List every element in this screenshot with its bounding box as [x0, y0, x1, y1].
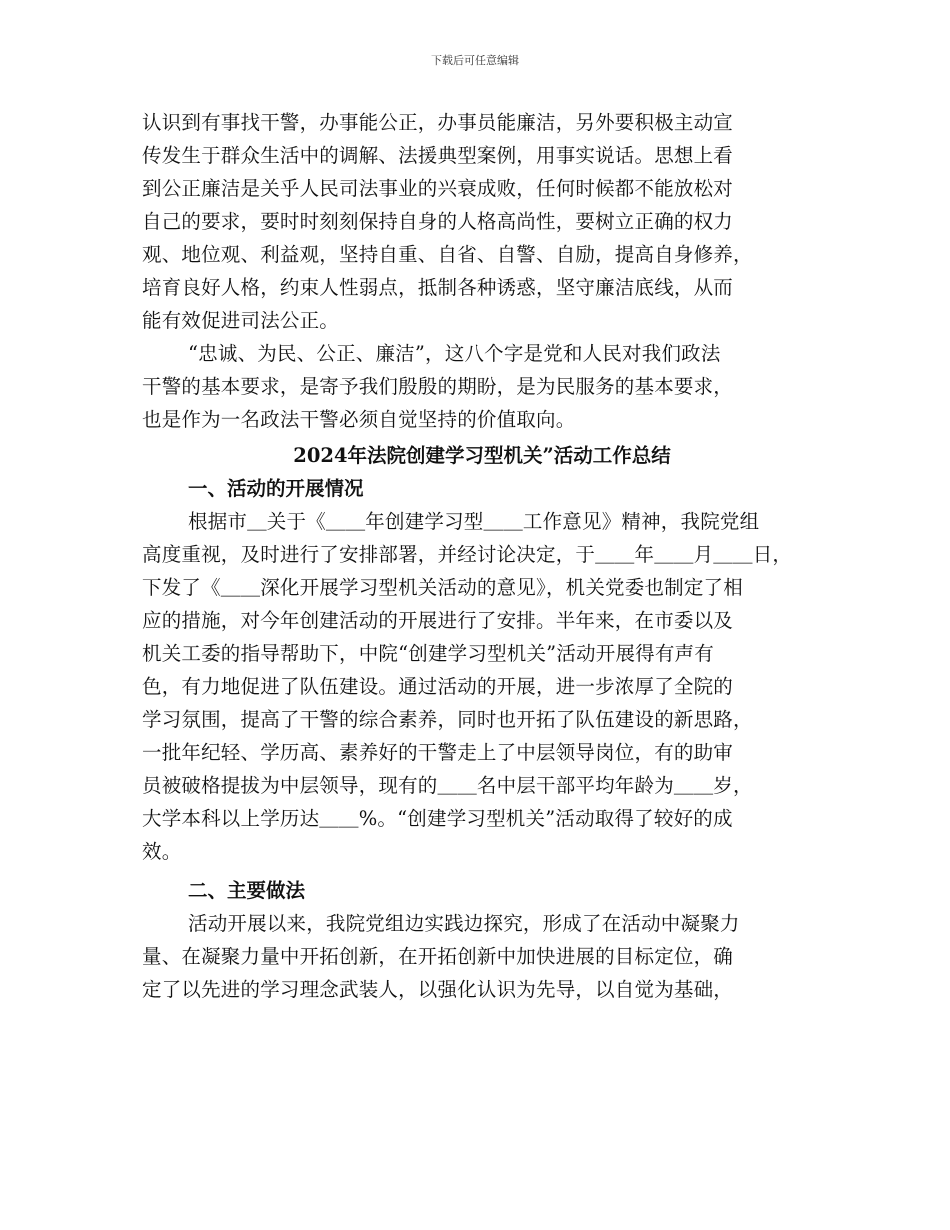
- paragraph-4: [142, 907, 822, 1006]
- text-line: 量、在凝聚力量中开拓创新，在开拓创新中加快进展的目标定位，确: [142, 945, 734, 968]
- text-line: 机关工委的指导帮助下，中院“创建学习型机关”活动开展得有声有: [142, 642, 714, 665]
- document-body: [142, 106, 822, 1006]
- text-line: 色，有力地促进了队伍建设。通过活动的开展，进一步浓厚了全院的: [142, 675, 734, 698]
- text-line: 大学本科以上学历达＿＿%。“创建学习型机关”活动取得了较好的成: [142, 807, 733, 830]
- text-line: 干警的基本要求，是寄予我们殷殷的期盼，是为民服务的基本要求，: [142, 375, 734, 398]
- text-line: 下发了《＿＿深化开展学习型机关活动的意见》，机关党委也制定了相: [142, 576, 743, 599]
- text-line: 效。: [142, 840, 182, 863]
- page-header: 下载后可任意编辑: [431, 54, 519, 67]
- text-line: 应的措施，对今年创建活动的开展进行了安排。半年来，在市委以及: [142, 609, 734, 632]
- text-line: 到公正廉洁是关乎人民司法事业的兴衰成败，任何时候都不能放松对: [142, 177, 734, 200]
- text-line: 活动开展以来，我院党组边实践边探究，形成了在活动中凝聚力: [188, 912, 740, 935]
- document-title: 2024年法院创建学习型机关”活动工作总结: [293, 444, 671, 467]
- paragraph-3: [142, 505, 822, 868]
- text-line: 定了以先进的学习理念武装人，以强化认识为先导，以自觉为基础，: [142, 978, 734, 1001]
- paragraph-1: [142, 106, 822, 337]
- text-line: 也是作为一名政法干警必须自觉坚持的价值取向。: [142, 408, 576, 431]
- text-line: 一批年纪轻、学历高、素养好的干警走上了中层领导岗位，有的助审: [142, 741, 734, 764]
- paragraph-2: [142, 337, 822, 436]
- section-heading-1: 一、活动的开展情况: [188, 477, 364, 500]
- text-line: 高度重视，及时进行了安排部署，并经讨论决定，于＿＿年＿＿月＿＿日，: [142, 543, 793, 566]
- text-line: “忠诚、为民、公正、廉洁”，这八个字是党和人民对我们政法: [188, 342, 721, 365]
- section-heading-2: 二、主要做法: [188, 879, 306, 902]
- text-line: 培育良好人格，约束人性弱点，抵制各种诱惑，坚守廉洁底线，从而: [142, 276, 734, 299]
- text-line: 传发生于群众生活中的调解、法援典型案例，用事实说话。思想上看: [142, 144, 734, 167]
- text-line: 根据市＿关于《＿＿年创建学习型＿＿工作意见》精神，我院党组: [188, 510, 760, 533]
- text-line: 自己的要求，要时时刻刻保持自身的人格高尚性，要树立正确的权力: [142, 210, 734, 233]
- text-line: 员被破格提拔为中层领导，现有的＿＿名中层干部平均年龄为＿＿岁，: [142, 774, 753, 797]
- text-line: 能有效促进司法公正。: [142, 309, 340, 332]
- text-line: 观、地位观、利益观，坚持自重、自省、自警、自励，提高自身修养，: [142, 243, 753, 266]
- text-line: 学习氛围，提高了干警的综合素养，同时也开拓了队伍建设的新思路，: [142, 708, 753, 731]
- text-line: 认识到有事找干警，办事能公正，办事员能廉洁，另外要积极主动宣: [142, 111, 734, 134]
